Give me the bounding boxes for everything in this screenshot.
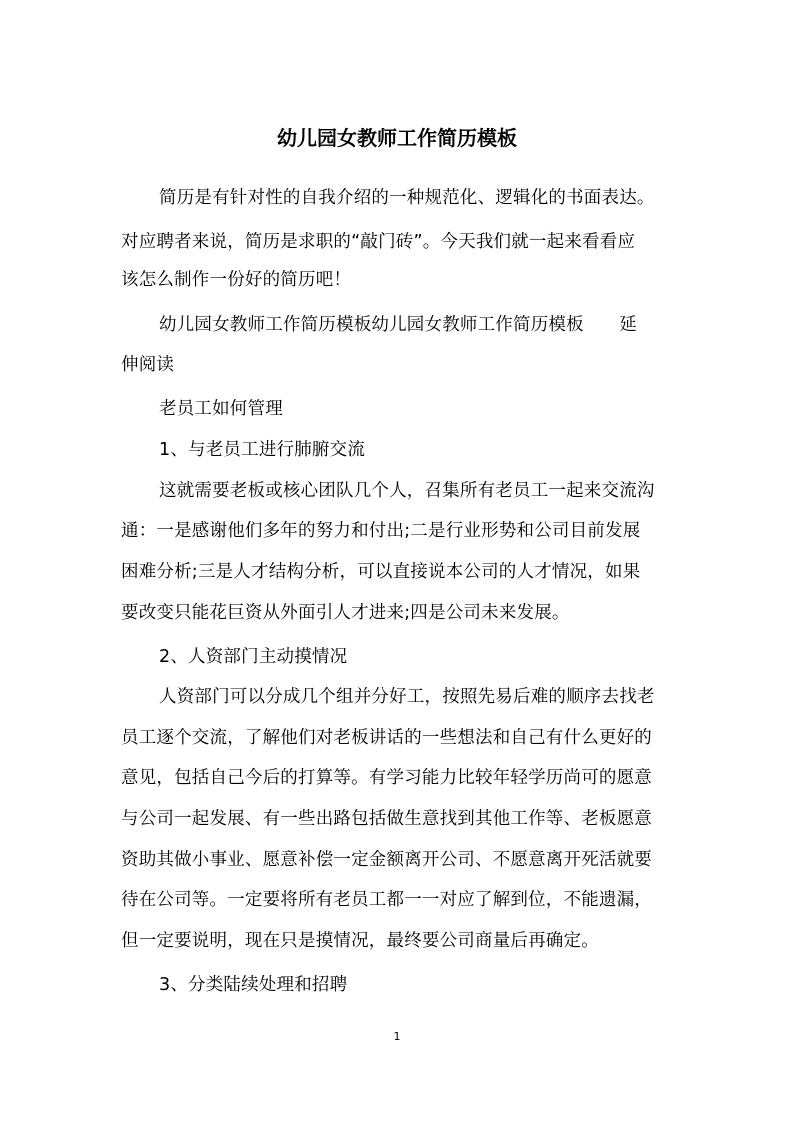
paragraph-line: 人资部门可以分成几个组并分好工，按照先易后难的顺序去找老 bbox=[159, 687, 655, 707]
paragraph-line: 简历是有针对性的自我介绍的一种规范化、逻辑化的书面表达。 bbox=[159, 188, 655, 208]
page-number: 1 bbox=[393, 1030, 401, 1043]
paragraph-line: 通：一是感谢他们多年的努力和付出;二是行业形势和公司目前发展 bbox=[121, 521, 641, 541]
paragraph-line: 员工逐个交流，了解他们对老板讲话的一些想法和自己有什么更好的 bbox=[121, 728, 652, 748]
paragraph-line: 要改变只能花巨资从外面引人才进来;四是公司未来发展。 bbox=[121, 603, 570, 623]
paragraph-line: 该怎么制作一份好的简历吧！ bbox=[121, 270, 352, 290]
paragraph-line: 对应聘者来说，简历是求职的“敲门砖”。今天我们就一起来看看应 bbox=[121, 232, 636, 252]
paragraph-line: 待在公司等。一定要将所有老员工都一一对应了解到位，不能遗漏， bbox=[121, 890, 652, 910]
section-heading: 2、人资部门主动摸情况 bbox=[159, 647, 348, 667]
section-heading: 老员工如何管理 bbox=[159, 399, 283, 419]
paragraph-line: 困难分析;三是人才结构分析，可以直接说本公司的人才情况，如果 bbox=[121, 562, 641, 582]
paragraph-line: 这就需要老板或核心团队几个人，召集所有老员工一起来交流沟 bbox=[159, 481, 655, 501]
paragraph-line: 资助其做小事业、愿意补偿一定金额离开公司、不愿意离开死活就要 bbox=[121, 850, 652, 870]
document-title: 幼儿园女教师工作简历模板 bbox=[277, 126, 517, 150]
paragraph-line: 但一定要说明，现在只是摸情况，最终要公司商量后再确定。 bbox=[121, 931, 599, 951]
paragraph-line: 伸阅读 bbox=[121, 355, 175, 375]
paragraph-line: 意见，包括自己今后的打算等。有学习能力比较年轻学历尚可的愿意 bbox=[121, 768, 652, 788]
section-heading: 3、分类陆续处理和招聘 bbox=[159, 975, 348, 995]
paragraph-line: 与公司一起发展、有一些出路包括做生意找到其他工作等、老板愿意 bbox=[121, 809, 652, 829]
section-heading: 1、与老员工进行肺腑交流 bbox=[159, 440, 366, 460]
paragraph-line: 幼儿园女教师工作简历模板幼儿园女教师工作简历模板 延 bbox=[159, 315, 637, 335]
